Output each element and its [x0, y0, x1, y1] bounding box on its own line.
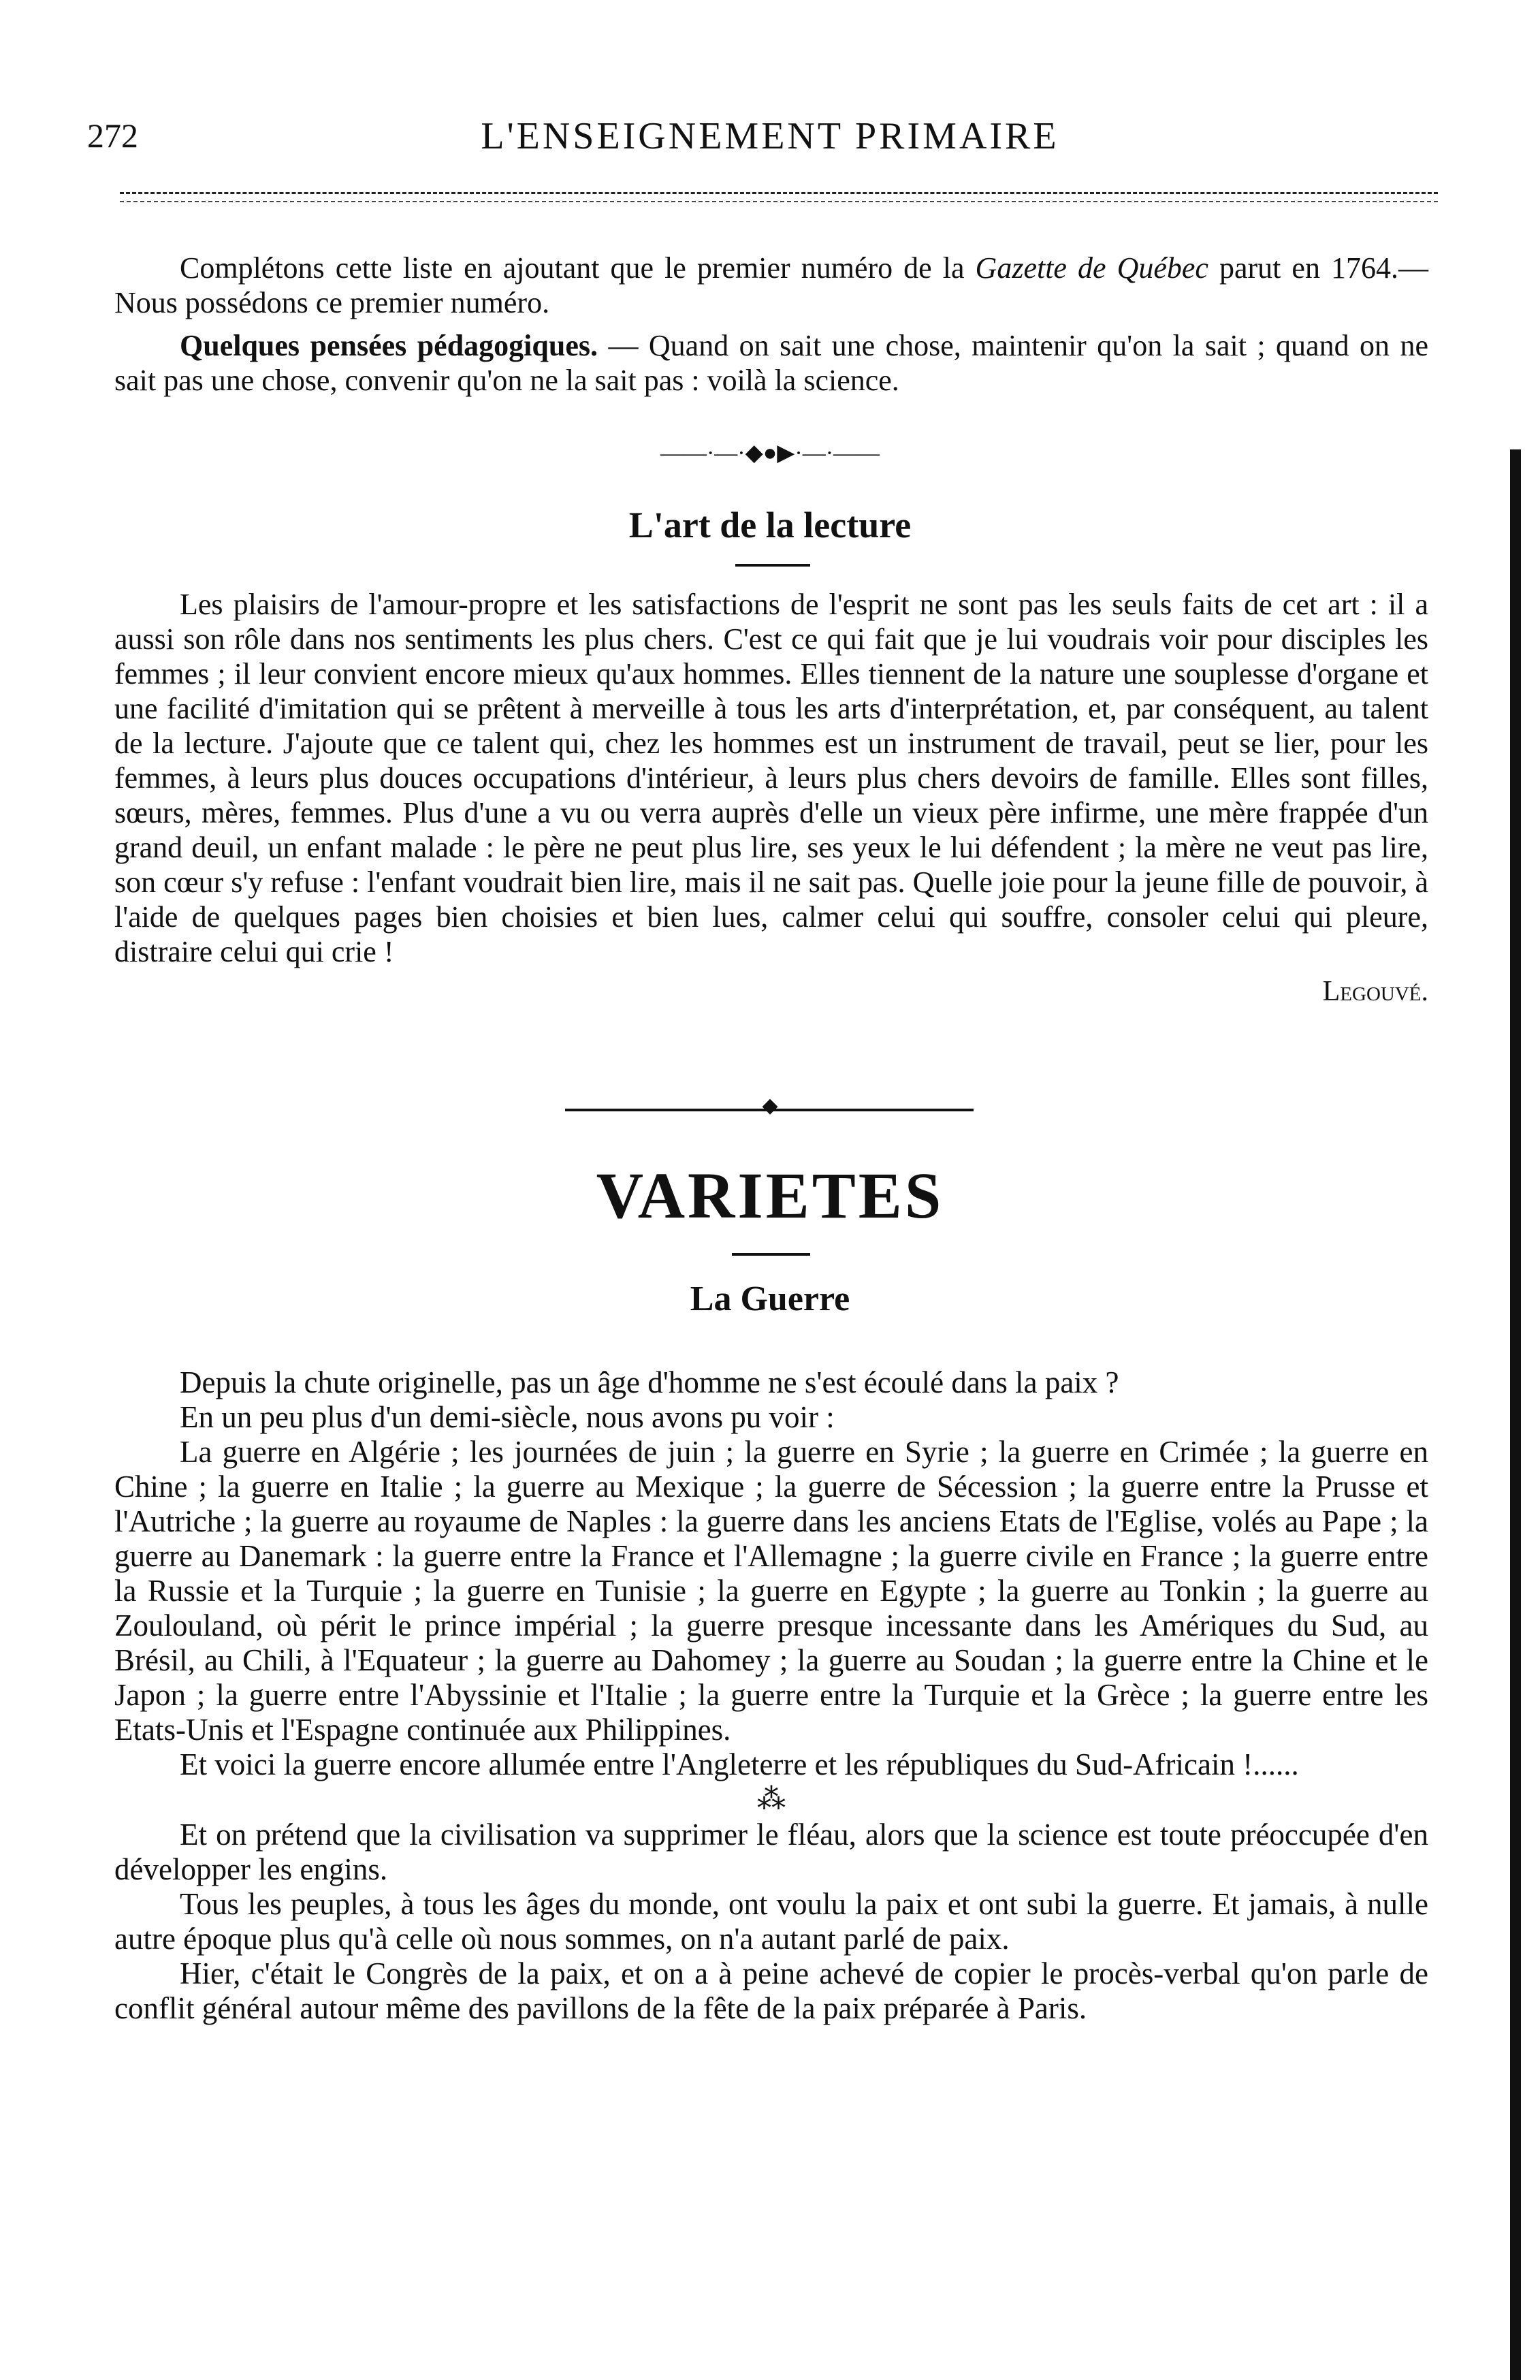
page-number: 272 — [87, 116, 138, 155]
varietes-p7: Hier, c'était le Congrès de la paix, et on a à peine achevé de copier le procès-verbal qu'on parle de conflit général autour même des pavillons de la fête de la paix préparée à Paris. — [114, 1956, 1428, 2025]
intro-paragraph-2 — [114, 328, 1428, 398]
pedagogic-heading: Quelques pensées pédagogiques. — [180, 329, 598, 362]
running-title: L'ENSEIGNEMENT PRIMAIRE — [481, 115, 1059, 157]
ornament-divider-small: ——·—·◆●▶·—·—— — [660, 441, 880, 466]
war-list: La guerre en Algérie ; les journées de juin ; la guerre en Syrie ; la guerre en Crimée ; la guerre en Chine ; la guerre en Italie ; la guerre au Mexique ; la guerre de Sécession ; la guerre entre la Prusse et l'Autriche ; la guerre au royaume de Naples : la guerre dans les anciens Etats de l'Eglise, volés au Pape ; la guerre au Danemark : la guerre entre la France et l'Allemagne ; la guerre civile en France ; la guerre entre la Russie et la Turquie ; la guerre en Tunisie ; la guerre en Egypte ; la guerre au Tonkin ; la guerre au Zoulouland, où périt le prince impérial ; la guerre presque incessante dans les Amériques du Sud, au Brésil, au Chili, à l'Equateur ; la guerre au Dahomey ; la guerre au Soudan ; la guerre entre la Chine et le Japon ; la guerre entre l'Abyssinie et l'Italie ; la guerre entre la Turquie et la Grèce ; la guerre entre les Etats-Unis et l'Espagne continuée aux Philippines. — [114, 1435, 1428, 1747]
varietes-p2: En un peu plus d'un demi-siècle, nous avons pu voir : — [180, 1400, 835, 1434]
varietes-p4: Et voici la guerre encore allumée entre l'Angleterre et les républiques du Sud-Africain !...... — [180, 1747, 1299, 1781]
intro-paragraph-1 — [114, 251, 1428, 320]
intro-text-end: parut en 1764.— Nous possédons ce premier numéro. — [114, 251, 1428, 319]
asterism: ⁂ — [757, 1784, 786, 1815]
gazette-title: Gazette de Québec — [975, 251, 1208, 285]
ornament-glyph: ◆ — [762, 1094, 778, 1117]
lecture-body: Les plaisirs de l'amour-propre et les satisfactions de l'esprit ne sont pas les seuls faits de cet art : il a aussi son rôle dans nos sentiments les plus chers. C'est ce qui fait que je lui voudrais voir pour disciples les femmes ; il leur convient encore mieux qu'aux hommes. Elles tiennent de la nature une souplesse d'organe et une facilité d'imitation qui se prêtent à merveille à tous les arts d'interprétation, et, par conséquent, au talent de la lecture. J'ajoute que ce talent qui, chez les hommes est un instrument de travail, peut se lier, pour les femmes, à leurs plus douces occupations d'intérieur, à leurs plus chers devoirs de famille. Elles sont filles, sœurs, mères, femmes. Plus d'une a vu ou verra auprès d'elle un vieux père infirme, une mère frappée d'un grand deuil, un enfant malade : le père ne peut plus lire, ses yeux le lui défendent ; la mère ne veut pas lire, son cœur s'y refuse : l'enfant voudrait bien lire, mais il ne sait pas. Quelle joie pour la jeune fille de pouvoir, à l'aide de quelques pages bien choisies et bien lues, calmer celui qui souffre, consoler celui qui pleure, distraire celui qui crie ! — [114, 588, 1428, 968]
intro-text: Complétons cette liste en ajoutant que le premier numéro de la — [180, 251, 976, 285]
article-title: L'art de la lecture — [628, 505, 912, 545]
section-rule — [732, 1253, 810, 1256]
scan-edge-bar — [1510, 449, 1521, 2380]
section-title: VARIETES — [596, 1159, 944, 1232]
section-subtitle: La Guerre — [690, 1280, 850, 1318]
intro-block — [114, 251, 1428, 398]
header-rule — [120, 192, 1438, 202]
varietes-p1: Depuis la chute originelle, pas un âge d'homme ne s'est écoulé dans la paix ? — [180, 1365, 1119, 1399]
title-rule — [735, 564, 810, 567]
pedagogic-text: — Quand on sait une chose, maintenir qu'on la sait ; quand on ne sait pas une chose, convenir qu'on ne la sait pas : voilà la science. — [114, 329, 1428, 397]
signature: Legouvé. — [1322, 976, 1428, 1007]
varietes-p6: Tous les peuples, à tous les âges du monde, ont voulu la paix et ont subi la guerre. Et jamais, à nulle autre époque plus qu'à celle où nous sommes, on n'a autant parlé de paix. — [114, 1887, 1428, 1956]
lecture-block — [114, 587, 1428, 1009]
varietes-block — [114, 1365, 1428, 2026]
varietes-p5: Et on prétend que la civilisation va supprimer le fléau, alors que la science est toute préoccupée d'en développer les engins. — [114, 1818, 1428, 1886]
